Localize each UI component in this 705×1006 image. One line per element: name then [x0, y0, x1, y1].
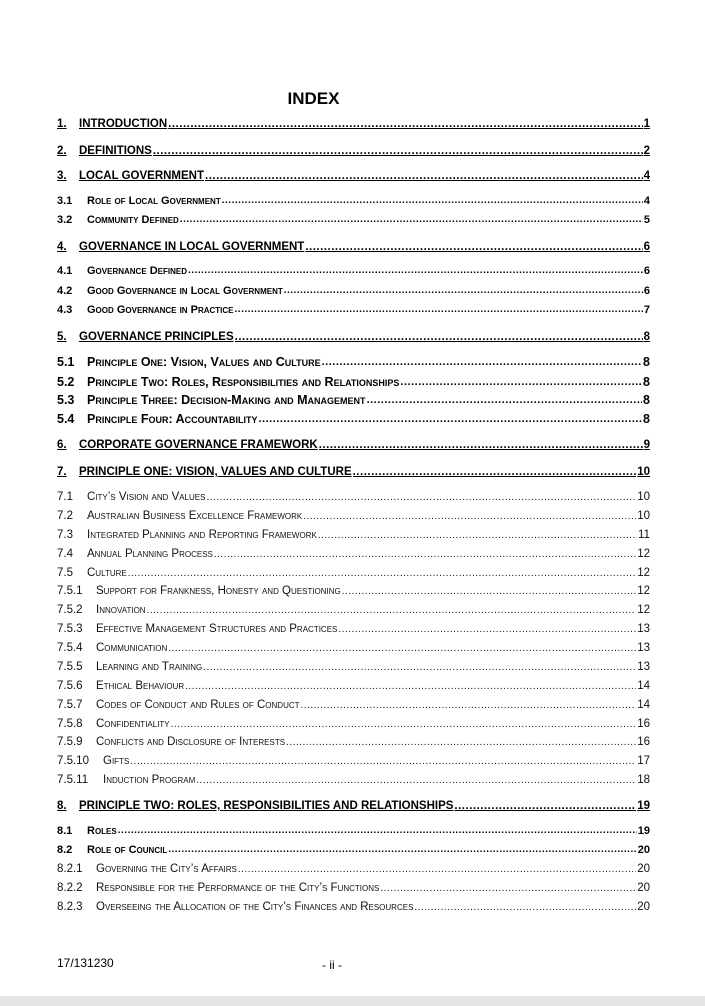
- toc-entry-page: 16: [637, 718, 650, 730]
- toc-leader-dots: [168, 641, 636, 656]
- toc-entry-title: Australian Business Excellence Framework: [87, 510, 303, 522]
- toc-entry-page: 17: [637, 755, 650, 767]
- toc-entry[interactable]: [57, 754, 650, 769]
- toc-entry-page: 19: [637, 825, 650, 837]
- toc-entry[interactable]: [57, 329, 650, 345]
- toc-entry-page: 6: [643, 241, 650, 253]
- toc-entry-number: 8.2.3: [57, 901, 83, 913]
- toc-entry-page: 13: [637, 661, 650, 673]
- toc-entry[interactable]: [57, 824, 650, 838]
- toc-entry[interactable]: [57, 284, 650, 298]
- toc-entry-page: 20: [637, 882, 650, 894]
- toc-entry-number: 7.5.9: [57, 736, 83, 748]
- toc-entry-number: 4.3: [57, 304, 73, 316]
- toc-entry[interactable]: [57, 773, 650, 788]
- toc-entry-title: GOVERNANCE PRINCIPLES: [79, 331, 234, 343]
- toc-entry[interactable]: [57, 698, 650, 713]
- toc-entry-page: 11: [638, 529, 650, 541]
- toc-leader-dots: [301, 698, 637, 713]
- toc-entry[interactable]: [57, 354, 650, 370]
- toc-leader-dots: [188, 264, 643, 278]
- toc-leader-dots: [286, 735, 636, 750]
- toc-entry-title: Principle Three: Decision-Making and Management: [87, 393, 366, 407]
- toc-entry[interactable]: [57, 528, 650, 543]
- toc-entry-number: 6.: [57, 439, 67, 451]
- toc-leader-dots: [168, 116, 642, 132]
- toc-entry-title: Principle Two: Roles, Responsibilities and Relationships: [87, 375, 400, 389]
- toc-entry[interactable]: [57, 194, 650, 208]
- toc-entry-page: 20: [637, 844, 650, 856]
- toc-entry-page: 10: [637, 510, 650, 522]
- toc-entry-title: Overseeing the Allocation of the City’s Finances and Resources: [96, 901, 414, 913]
- toc-entry-number: 7.5: [57, 567, 73, 579]
- toc-entry-number: 4.: [57, 241, 67, 253]
- toc-entry[interactable]: [57, 168, 650, 184]
- toc-leader-dots: [147, 603, 637, 618]
- toc-entry-number: 7.: [57, 466, 67, 478]
- toc-entry-number: 3.1: [57, 195, 73, 207]
- toc-entry-title: DEFINITIONS: [79, 145, 152, 157]
- toc-leader-dots: [196, 773, 636, 788]
- toc-leader-dots: [185, 679, 636, 694]
- toc-entry-number: 7.3: [57, 529, 73, 541]
- toc-entry-title: PRINCIPLE TWO: ROLES, RESPONSIBILITIES AND RELATIONSHIPS: [79, 800, 454, 812]
- toc-entry[interactable]: [57, 303, 650, 317]
- toc-leader-dots: [258, 411, 642, 427]
- toc-leader-dots: [222, 194, 643, 208]
- toc-entry-title: Integrated Planning and Reporting Framework: [87, 529, 317, 541]
- toc-leader-dots: [380, 881, 636, 896]
- toc-entry-title: Good Governance in Local Government: [87, 285, 283, 297]
- toc-entry-title: Confidentiality: [96, 718, 170, 730]
- toc-entry[interactable]: [57, 547, 650, 562]
- toc-entry[interactable]: [57, 881, 650, 896]
- toc-entry-number: 7.5.2: [57, 604, 83, 616]
- toc-entry-number: 8.2.1: [57, 863, 83, 875]
- toc-entry-number: 7.5.7: [57, 699, 83, 711]
- toc-entry-page: 14: [637, 680, 650, 692]
- toc-leader-dots: [284, 284, 643, 298]
- toc-leader-dots: [235, 303, 643, 317]
- toc-entry-number: 5.2: [57, 375, 75, 389]
- toc-entry-number: 7.5.8: [57, 718, 83, 730]
- toc-entry-page: 8: [643, 375, 650, 389]
- toc-entry[interactable]: [57, 679, 650, 694]
- toc-leader-dots: [400, 374, 642, 390]
- toc-entry-number: 7.5.4: [57, 642, 83, 654]
- toc-entry-number: 8.2: [57, 844, 73, 856]
- toc-entry-page: 13: [637, 642, 650, 654]
- toc-entry-page: 12: [637, 567, 650, 579]
- toc-entry-page: 6: [643, 285, 650, 297]
- toc-entry-page: 9: [643, 439, 650, 451]
- page-title: INDEX: [287, 89, 340, 108]
- toc-entry[interactable]: [57, 843, 650, 857]
- toc-leader-dots: [203, 660, 636, 675]
- toc-entry-title: Role of Council: [87, 844, 168, 856]
- toc-entry-page: 2: [643, 145, 650, 157]
- toc-entry-title: Annual Planning Process: [87, 548, 213, 560]
- toc-entry[interactable]: [57, 239, 650, 255]
- toc-leader-dots: [153, 143, 643, 159]
- toc-leader-dots: [318, 528, 637, 543]
- toc-leader-dots: [367, 392, 642, 408]
- toc-entry[interactable]: [57, 437, 650, 453]
- toc-entry-page: 20: [637, 901, 650, 913]
- toc-entry-page: 13: [637, 623, 650, 635]
- toc-entry-page: 18: [637, 774, 650, 786]
- toc-entry-title: Principle One: Vision, Values and Culture: [87, 355, 321, 369]
- toc-entry-title: Role of Local Government: [87, 195, 221, 207]
- toc-entry-page: 20: [637, 863, 650, 875]
- toc-entry-title: Roles: [87, 825, 117, 837]
- toc-leader-dots: [305, 239, 642, 255]
- toc-leader-dots: [235, 329, 643, 345]
- toc-entry-page: 16: [637, 736, 650, 748]
- toc-entry-number: 7.2: [57, 510, 73, 522]
- toc-entry-number: 5.4: [57, 412, 75, 426]
- toc-entry-page: 19: [637, 800, 650, 812]
- toc-entry-title: Codes of Conduct and Rules of Conduct: [96, 699, 300, 711]
- toc-leader-dots: [205, 168, 643, 184]
- toc-entry[interactable]: [57, 862, 650, 877]
- toc-entry-number: 5.: [57, 331, 67, 343]
- toc-leader-dots: [414, 900, 636, 915]
- toc-entry-number: 7.5.6: [57, 680, 83, 692]
- toc-entry-title: Responsible for the Performance of the City’s Functions: [96, 882, 380, 894]
- toc-entry-number: 7.5.5: [57, 661, 83, 673]
- toc-entry-title: Governance Defined: [87, 265, 188, 277]
- toc-entry[interactable]: [57, 411, 650, 427]
- toc-entry-title: LOCAL GOVERNMENT: [79, 170, 205, 182]
- toc-entry[interactable]: [57, 509, 650, 524]
- toc-entry[interactable]: [57, 584, 650, 599]
- toc-entry-page: 4: [643, 170, 650, 182]
- toc-entry-page: 8: [643, 355, 650, 369]
- toc-entry-page: 12: [637, 585, 650, 597]
- toc-entry-title: PRINCIPLE ONE: VISION, VALUES AND CULTURE: [79, 466, 352, 478]
- toc-entry-page: 1: [643, 118, 650, 130]
- toc-entry-number: 1.: [57, 118, 67, 130]
- toc-entry-number: 7.5.11: [57, 774, 89, 786]
- toc-entry-number: 4.2: [57, 285, 73, 297]
- toc-leader-dots: [353, 464, 637, 480]
- toc-entry[interactable]: [57, 392, 650, 408]
- toc-entry-title: GOVERNANCE IN LOCAL GOVERNMENT: [79, 241, 305, 253]
- toc-entry-page: 8: [643, 331, 650, 343]
- toc-entry-number: 4.1: [57, 265, 73, 277]
- toc-entry-page: 10: [637, 466, 650, 478]
- toc-entry[interactable]: [57, 143, 650, 159]
- toc-entry[interactable]: [57, 490, 650, 505]
- toc-leader-dots: [214, 547, 636, 562]
- toc-leader-dots: [168, 843, 637, 857]
- toc-entry-title: Principle Four: Accountability: [87, 412, 258, 426]
- toc-entry-number: 8.1: [57, 825, 73, 837]
- toc-entry-page: 7: [643, 304, 650, 316]
- toc-entry-number: 7.4: [57, 548, 73, 560]
- toc-entry-title: Induction Program: [103, 774, 196, 786]
- toc-entry-title: Learning and Training: [96, 661, 203, 673]
- toc-entry-number: 3.2: [57, 214, 73, 226]
- toc-entry-number: 5.1: [57, 355, 75, 369]
- toc-entry-title: INTRODUCTION: [79, 118, 168, 130]
- toc-leader-dots: [338, 622, 636, 637]
- toc-entry-title: Conflicts and Disclosure of Interests: [96, 736, 286, 748]
- toc-leader-dots: [171, 717, 637, 732]
- toc-entry[interactable]: [57, 603, 650, 618]
- toc-entry-title: Gifts: [103, 755, 130, 767]
- toc-entry-title: Support for Frankness, Honesty and Questioning: [96, 585, 341, 597]
- toc-entry[interactable]: [57, 798, 650, 814]
- toc-entry-number: 8.: [57, 800, 67, 812]
- toc-entry-title: Communication: [96, 642, 168, 654]
- toc-leader-dots: [128, 566, 636, 581]
- toc-entry-number: 7.5.3: [57, 623, 83, 635]
- toc-leader-dots: [342, 584, 636, 599]
- toc-entry[interactable]: [57, 116, 650, 132]
- toc-leader-dots: [322, 354, 642, 370]
- toc-entry-title: Innovation: [96, 604, 146, 616]
- toc-leader-dots: [118, 824, 637, 838]
- toc-entry-page: 14: [637, 699, 650, 711]
- toc-entry[interactable]: [57, 264, 650, 278]
- toc-entry-number: 5.3: [57, 393, 75, 407]
- toc-entry-title: Community Defined: [87, 214, 179, 226]
- toc-entry-title: City’s Vision and Values: [87, 491, 206, 503]
- toc-entry[interactable]: [57, 660, 650, 675]
- toc-entry-page: 6: [643, 265, 650, 277]
- toc-entry-number: 7.5.10: [57, 755, 89, 767]
- toc-entry-page: 10: [637, 491, 650, 503]
- toc-entry-title: CORPORATE GOVERNANCE FRAMEWORK: [79, 439, 318, 451]
- toc-leader-dots: [130, 754, 636, 769]
- toc-entry-number: 8.2.2: [57, 882, 83, 894]
- toc-entry-title: Good Governance in Practice: [87, 304, 234, 316]
- toc-entry[interactable]: [57, 735, 650, 750]
- toc-entry-page: 12: [637, 548, 650, 560]
- toc-entry-number: 2.: [57, 145, 67, 157]
- page-number: - ii -: [322, 958, 342, 972]
- toc-entry-page: 8: [643, 412, 650, 426]
- toc-entry-title: Governing the City’s Affairs: [96, 863, 237, 875]
- toc-leader-dots: [180, 213, 643, 227]
- toc-leader-dots: [238, 862, 636, 877]
- toc-entry[interactable]: [57, 464, 650, 480]
- page-bottom-edge: [0, 996, 705, 1006]
- toc-entry[interactable]: [57, 213, 650, 227]
- document-number: 17/131230: [57, 956, 114, 970]
- toc-entry-number: 3.: [57, 170, 67, 182]
- toc-entry-title: Culture: [87, 567, 127, 579]
- toc-entry[interactable]: [57, 641, 650, 656]
- toc-entry-title: Ethical Behaviour: [96, 680, 185, 692]
- toc-entry[interactable]: [57, 622, 650, 637]
- toc-entry[interactable]: [57, 900, 650, 915]
- toc-entry-page: 8: [643, 393, 650, 407]
- toc-entry-number: 7.1: [57, 491, 73, 503]
- toc-entry[interactable]: [57, 374, 650, 390]
- toc-entry-page: 12: [637, 604, 650, 616]
- toc-entry-title: Effective Management Structures and Practices: [96, 623, 338, 635]
- toc-leader-dots: [206, 490, 636, 505]
- toc-entry-page: 5: [643, 214, 650, 226]
- toc-entry-page: 4: [643, 195, 650, 207]
- toc-leader-dots: [303, 509, 636, 524]
- toc-entry[interactable]: [57, 717, 650, 732]
- toc-leader-dots: [454, 798, 636, 814]
- toc-leader-dots: [319, 437, 643, 453]
- toc-entry-number: 7.5.1: [57, 585, 83, 597]
- toc-entry[interactable]: [57, 566, 650, 581]
